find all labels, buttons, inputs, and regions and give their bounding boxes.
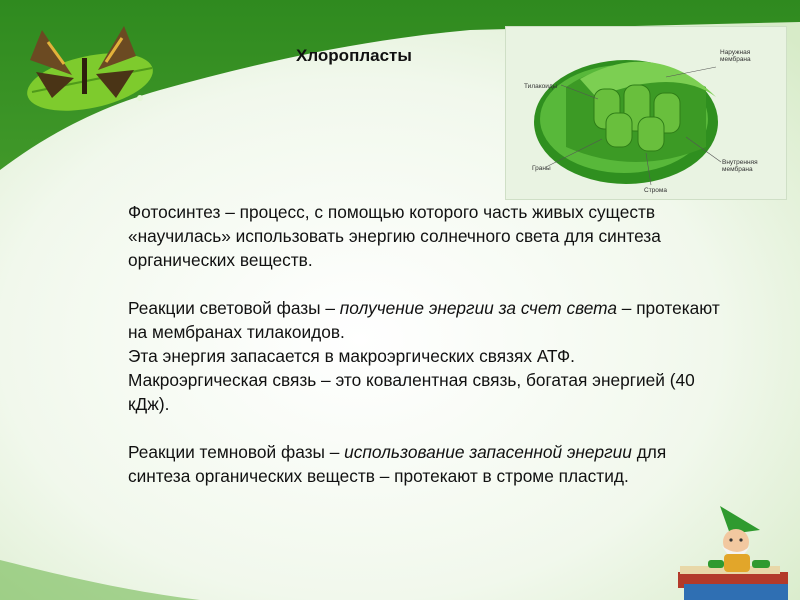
label-inner-membrane: Внутренняя мембрана — [722, 159, 758, 173]
paragraph-photosynthesis: Фотосинтез – процесс, с помощью которого часть живых существ «научилась» использовать энергию солнечного света для синтеза органических веществ. — [128, 202, 661, 270]
label-outer-membrane: Наружная мембрана — [720, 49, 751, 63]
paragraph-light-phase — [128, 296, 728, 344]
label-grana: Граны — [532, 165, 551, 172]
dark-phase-start: Реакции темновой фазы – — [128, 442, 345, 462]
light-phase-start: Реакции световой фазы – — [128, 298, 340, 318]
slide-body — [128, 200, 728, 488]
light-phase-end: – протекают на мембранах тилакоидов. — [128, 298, 720, 342]
dark-phase-italic: использование запасенной энергии — [344, 442, 632, 462]
paragraph-atp: Эта энергия запасается в макроэргических связях АТФ. — [128, 346, 575, 366]
butterfly-on-leaf-icon — [12, 20, 162, 120]
label-stroma: Строма — [644, 187, 667, 194]
gnome-with-books-icon — [668, 500, 798, 600]
label-thylakoids: Тилакоиды — [524, 83, 558, 90]
slide-title: Хлоропласты — [296, 46, 412, 65]
chloroplast-diagram — [505, 26, 787, 200]
dark-phase-end: для синтеза органических веществ – протекают в строме пластид. — [128, 442, 667, 486]
paragraph-dark-phase — [128, 440, 728, 488]
light-phase-italic: получение энергии за счет света — [339, 298, 617, 318]
paragraph-macroergic-bond: Макроэргическая связь – это ковалентная связь, богатая энергией (40 кДж). — [128, 370, 695, 414]
